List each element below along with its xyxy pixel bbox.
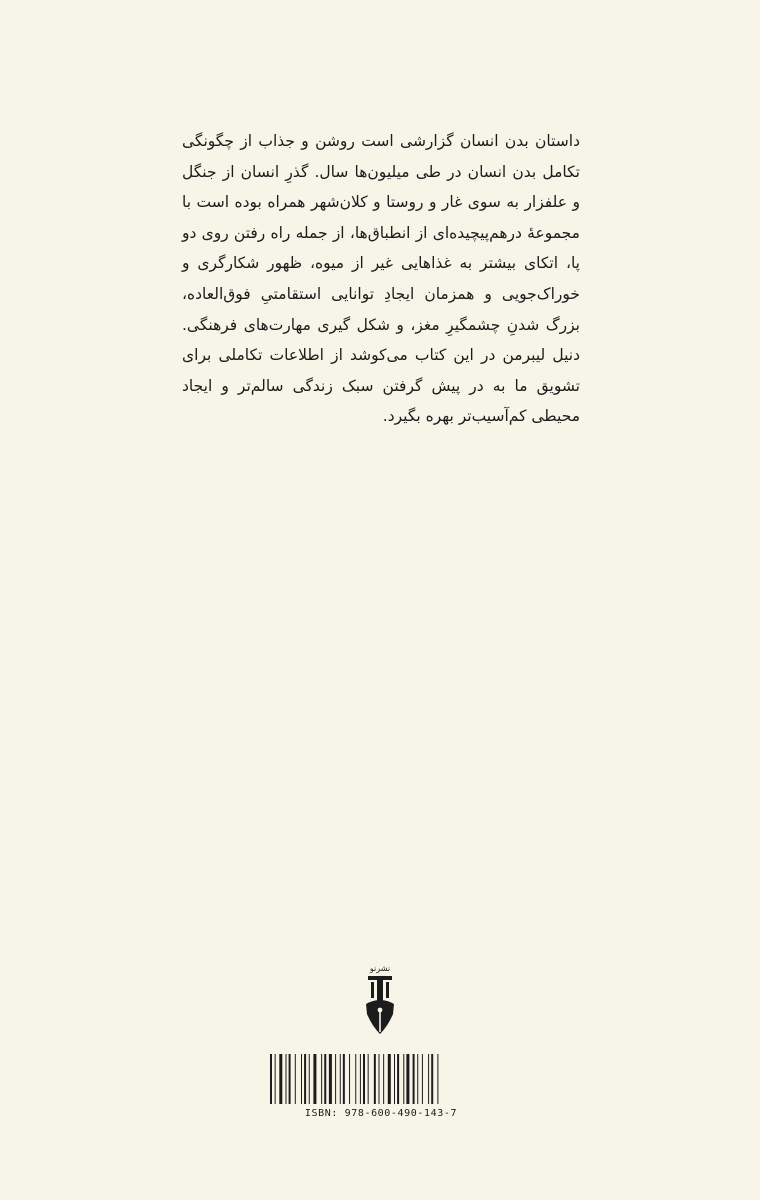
barcode-bar — [279, 1054, 282, 1104]
barcode-bar — [329, 1054, 332, 1104]
barcode-bar — [437, 1054, 438, 1104]
publisher-name: نشرنو — [369, 964, 391, 973]
barcode-bar — [301, 1054, 302, 1104]
barcode-bar — [383, 1054, 384, 1104]
barcode-bar — [431, 1054, 433, 1104]
barcode-bar — [355, 1054, 356, 1104]
barcode-bar — [295, 1054, 296, 1104]
barcode-bar — [360, 1054, 361, 1104]
barcode-bar — [321, 1054, 322, 1104]
barcode-bar — [363, 1054, 365, 1104]
barcode-bar — [379, 1054, 380, 1104]
barcode-bar — [343, 1054, 345, 1104]
barcode-bar — [340, 1054, 341, 1104]
barcode-bar — [313, 1054, 316, 1104]
barcode-bar — [335, 1054, 336, 1104]
isbn-label: ISBN: 978-600-490-143-7 — [304, 1108, 458, 1119]
barcode-bar — [417, 1054, 418, 1104]
barcode-bar — [309, 1054, 310, 1104]
barcode-bar — [289, 1054, 291, 1104]
barcode-bar — [304, 1054, 306, 1104]
barcode-bar — [270, 1054, 272, 1104]
barcode — [270, 1054, 492, 1104]
barcode-bar — [388, 1054, 391, 1104]
barcode-bar — [275, 1054, 276, 1104]
publisher-logo — [356, 964, 404, 1036]
barcode-bar — [397, 1054, 399, 1104]
blurb-paragraph: داستان بدن انسان گزارشی است روشن و جذاب از چگونگی تکامل بدن انسان در طی میلیون‌ها سال. گذرِ انسان از جنگل و علفزار به سوی غار و روستا و کلان‌شهر همراه بوده است با مجموعهٔ درهم‌پیچیده‌ای از انطباق‌ها، از جمله راه رفتن روی دو پا، اتکای بیشتر به غذاهایی غیر از میوه، ظهور شکارگری و خوراک‌جویی و همزمان ایجادِ توانایی استقامتیِ فوق‌العاده، بزرگ شدنِ چشمگیرِ مغز، و شکل گیری مهارت‌های فرهنگی. دنیل لیبرمن در این کتاب می‌کوشد از اطلاعات تکاملی برای تشویق ما به در پیش گرفتن سبک زندگی سالم‌تر و ایجاد محیطی کم‌آسیب‌تر بهره بگیرد. — [182, 132, 580, 426]
back-cover-blurb — [182, 126, 580, 432]
barcode-bar — [394, 1054, 395, 1104]
barcode-bar — [406, 1054, 409, 1104]
barcode-bar — [374, 1054, 376, 1104]
barcode-bar — [286, 1054, 287, 1104]
barcode-bar — [428, 1054, 429, 1104]
barcode-bar — [413, 1054, 415, 1104]
barcode-bar — [403, 1054, 404, 1104]
barcode-bar — [422, 1054, 423, 1104]
pen-nib-icon — [356, 974, 404, 1036]
barcode-bar — [349, 1054, 350, 1104]
barcode-bar — [324, 1054, 326, 1104]
barcode-bar — [368, 1054, 369, 1104]
